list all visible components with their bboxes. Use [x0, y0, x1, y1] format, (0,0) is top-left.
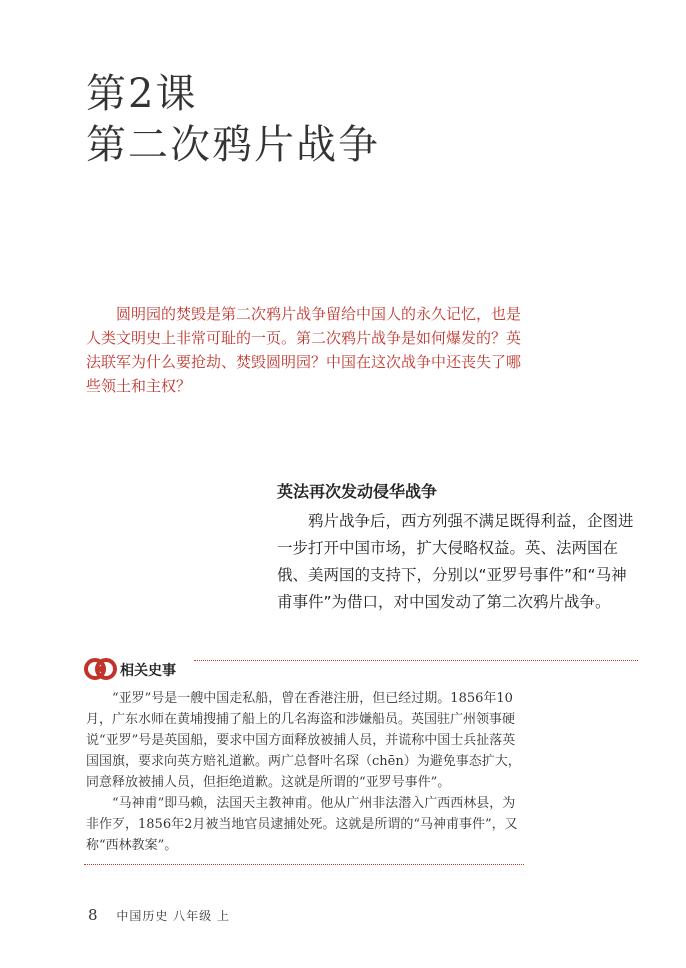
related-history-header: [84, 652, 638, 688]
lesson-number: 第2课: [86, 71, 198, 117]
book-title: 中国历史 八年级 上: [116, 909, 230, 923]
related-history-body: [84, 688, 526, 856]
dotted-divider-top: [194, 660, 638, 661]
related-history-title: 相关史事: [120, 663, 176, 679]
related-history-box: [84, 652, 638, 865]
section-heading: 英法再次发动侵华战争: [277, 482, 438, 501]
section-paragraph: 鸦片战争后，西方列强不满足既得利益，企图进一步打开中国市场，扩大侵略权益。英、法两国在俄、美两国的支持下，分别以“亚罗号事件”和“马神甫事件”为借口，对中国发动了第二次鸦片战争。: [277, 512, 634, 611]
lesson-title: 第二次鸦片战争: [86, 122, 380, 168]
page-number: 8: [88, 906, 98, 924]
related-history-logo-icon: [84, 652, 118, 686]
intro-text: 圆明园的焚毁是第二次鸦片战争留给中国人的永久记忆，也是人类文明史上非常可耻的一页。第二次鸦片战争是如何爆发的？英法联军为什么要抢劫、焚毁圆明园？中国在这次战争中还丧失了哪些领土和主权？: [86, 305, 522, 395]
page-footer: [88, 906, 230, 924]
dotted-divider-bottom: [84, 864, 524, 865]
related-paragraph-arrow: “亚罗”号是一艘中国走私船，曾在香港注册，但已经过期。1856年10月，广东水师在黄埔搜捕了船上的几名海盗和涉嫌船员。英国驻广州领事硬说“亚罗”号是英国船，要求中国方面释放被捕人员，并谎称中国士兵扯落英国国旗，要求向英方赔礼道歉。两广总督叶名琛（chēn）为避免事态扩大，同意释放被捕人员，但拒绝道歉。这就是所谓的“亚罗号事件”。: [86, 691, 521, 790]
related-paragraph-priest: “马神甫”即马赖，法国天主教神甫。他从广州非法潜入广西西林县，为非作歹，1856年2月被当地官员逮捕处死。这就是所谓的“马神甫事件”，又称“西林教案”。: [86, 796, 518, 853]
intro-questions: [86, 302, 526, 398]
section-body: [277, 508, 639, 616]
